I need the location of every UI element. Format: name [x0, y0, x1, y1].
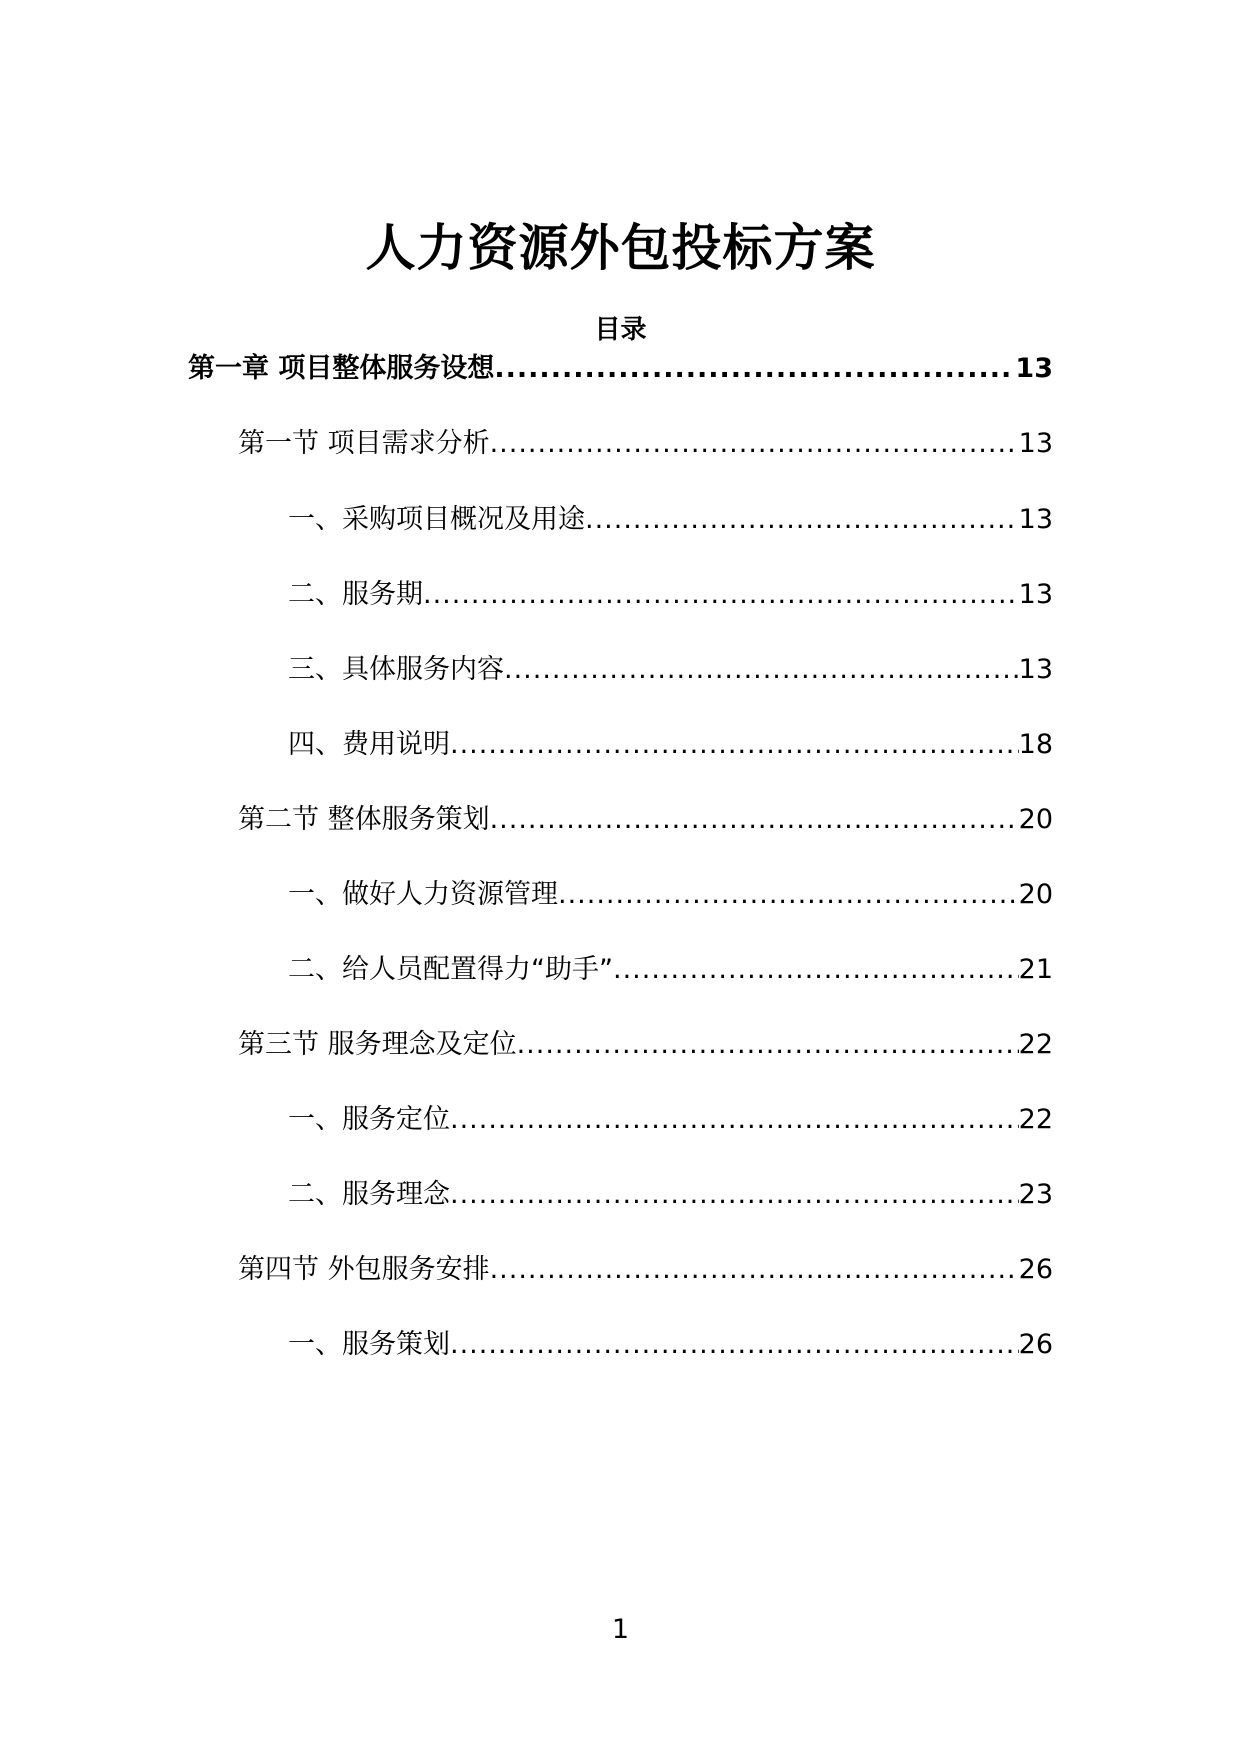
toc-dot-leader — [423, 575, 1019, 615]
toc-dot-leader — [450, 1100, 1019, 1140]
toc-dot-leader — [490, 1250, 1019, 1290]
toc-entry-item[interactable] — [288, 1175, 1053, 1215]
toc-entry-page: 22 — [1018, 1104, 1053, 1135]
toc-dot-leader — [450, 725, 1019, 765]
toc-heading: 目录 — [594, 315, 647, 345]
toc-entry-chapter-1[interactable] — [188, 349, 1053, 389]
toc-entry-text: 一、做好人力资源管理 — [288, 879, 558, 910]
toc-entry-page: 26 — [1018, 1329, 1053, 1360]
toc-dot-leader — [450, 1175, 1019, 1215]
toc-entry-section-4[interactable] — [238, 1250, 1053, 1290]
toc-dot-leader — [490, 424, 1019, 464]
toc-dot-leader — [585, 500, 1019, 540]
toc-dot-leader — [504, 650, 1019, 690]
toc-entry-section-2[interactable] — [238, 800, 1053, 840]
toc-entry-page: 13 — [1015, 353, 1053, 384]
toc-entry-text: 第四节 外包服务安排 — [238, 1254, 490, 1285]
toc-dot-leader — [613, 950, 1019, 990]
toc-entry-text: 第一章 项目整体服务设想 — [188, 353, 495, 384]
toc-dot-leader — [517, 1025, 1019, 1065]
toc-entry-page: 20 — [1018, 879, 1053, 910]
toc-entry-item[interactable] — [288, 650, 1053, 690]
toc-dot-leader — [558, 875, 1019, 915]
toc-entry-item[interactable] — [288, 1100, 1053, 1140]
toc-entry-item[interactable] — [288, 500, 1053, 540]
toc-entry-text: 四、费用说明 — [288, 729, 450, 760]
toc-entry-text: 一、服务定位 — [288, 1104, 450, 1135]
toc-entry-item[interactable] — [288, 725, 1053, 765]
toc-entry-item[interactable] — [288, 875, 1053, 915]
toc-entry-text: 二、服务期 — [288, 579, 423, 610]
page-number: 1 — [611, 1614, 630, 1645]
toc-entry-section-1[interactable] — [238, 424, 1053, 464]
toc-entry-item[interactable] — [288, 575, 1053, 615]
toc-entry-page: 23 — [1018, 1179, 1053, 1210]
toc-entry-text: 一、采购项目概况及用途 — [288, 504, 585, 535]
toc-entry-page: 22 — [1018, 1029, 1053, 1060]
toc-entry-text: 第三节 服务理念及定位 — [238, 1029, 517, 1060]
toc-entry-text: 二、服务理念 — [288, 1179, 450, 1210]
toc-entry-item[interactable] — [288, 950, 1053, 990]
document-title: 人力资源外包投标方案 — [365, 218, 876, 277]
toc-entry-item[interactable] — [288, 1325, 1053, 1365]
toc-entry-page: 18 — [1018, 729, 1053, 760]
toc-entry-page: 13 — [1018, 504, 1053, 535]
toc-entry-text: 第一节 项目需求分析 — [238, 428, 490, 459]
toc-entry-text: 二、给人员配置得力“助手” — [288, 954, 613, 985]
toc-dot-leader — [450, 1325, 1019, 1365]
toc-entry-page: 21 — [1018, 954, 1053, 985]
toc-entry-page: 13 — [1018, 579, 1053, 610]
toc-dot-leader — [494, 349, 1015, 389]
toc-dot-leader — [490, 800, 1019, 840]
toc-entry-section-3[interactable] — [238, 1025, 1053, 1065]
toc-entry-text: 一、服务策划 — [288, 1329, 450, 1360]
toc-entry-text: 第二节 整体服务策划 — [238, 804, 490, 835]
toc-entry-page: 20 — [1018, 804, 1053, 835]
toc-entry-page: 26 — [1018, 1254, 1053, 1285]
toc-entry-page: 13 — [1018, 654, 1053, 685]
toc-entry-text: 三、具体服务内容 — [288, 654, 504, 685]
toc-entry-page: 13 — [1018, 428, 1053, 459]
